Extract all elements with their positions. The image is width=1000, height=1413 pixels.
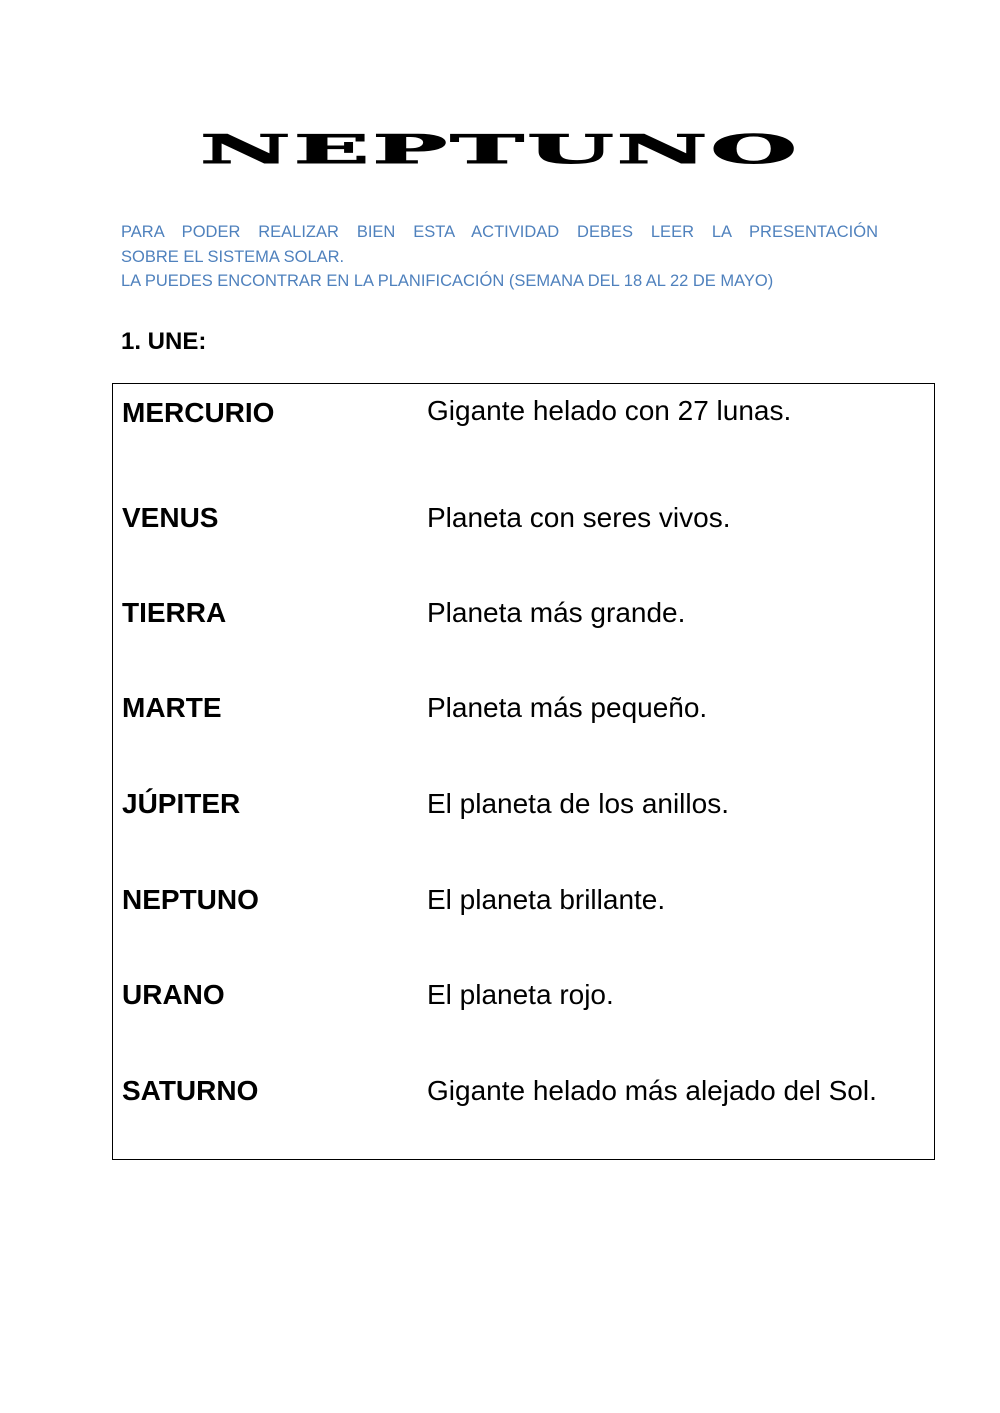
matching-box: [112, 383, 935, 1160]
description-item[interactable]: Gigante helado más alejado del Sol.: [427, 1075, 877, 1106]
description-item[interactable]: Planeta más grande.: [427, 597, 686, 628]
description-item[interactable]: Gigante helado con 27 lunas.: [427, 395, 792, 426]
planet-venus[interactable]: VENUS: [122, 502, 219, 533]
planet-neptuno[interactable]: NEPTUNO: [122, 884, 259, 915]
instructions-line-1: PARA PODER REALIZAR BIEN ESTA ACTIVIDAD DEBES LEER LA PRESENTACIÓN: [121, 223, 878, 241]
planet-mercurio[interactable]: MERCURIO: [122, 397, 275, 428]
description-item[interactable]: Planeta más pequeño.: [427, 692, 708, 723]
planet-marte[interactable]: MARTE: [122, 692, 222, 723]
planet-tierra[interactable]: TIERRA: [122, 597, 227, 628]
planet-saturno[interactable]: SATURNO: [122, 1075, 259, 1106]
description-item[interactable]: El planeta brillante.: [427, 884, 666, 915]
description-item[interactable]: Planeta con seres vivos.: [427, 502, 731, 533]
description-item[interactable]: El planeta rojo.: [427, 979, 614, 1010]
planet-urano[interactable]: URANO: [122, 979, 225, 1010]
instructions-line-3: LA PUEDES ENCONTRAR EN LA PLANIFICACIÓN (SEMANA DEL 18 AL 22 DE MAYO): [121, 272, 774, 290]
description-item[interactable]: El planeta de los anillos.: [427, 788, 729, 819]
exercise-label: 1. UNE:: [121, 328, 207, 355]
instructions-line-2: SOBRE EL SISTEMA SOLAR.: [121, 247, 345, 266]
page-title: NEPTUNO: [200, 126, 800, 173]
instructions: [121, 220, 878, 294]
planet-jupiter[interactable]: JÚPITER: [122, 788, 241, 819]
